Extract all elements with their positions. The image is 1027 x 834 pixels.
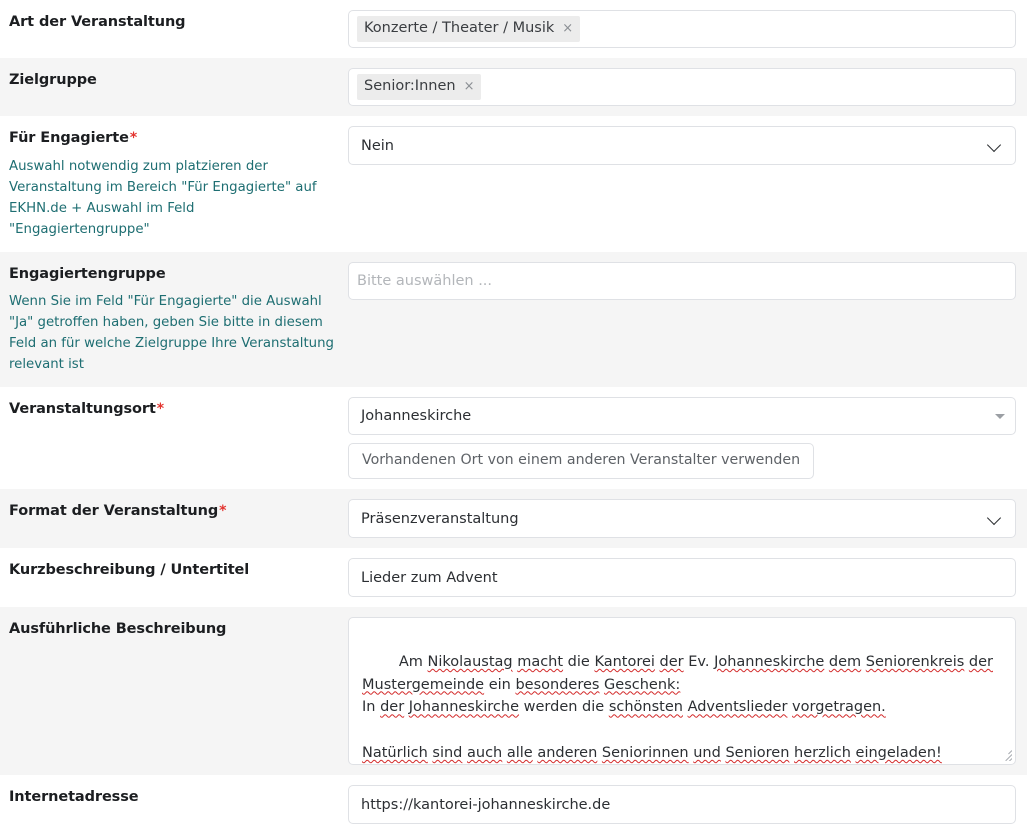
form-row-art-der-veranstaltung — [0, 0, 1027, 58]
label-column — [0, 548, 348, 593]
field-column — [348, 387, 1027, 489]
engagiertengruppe-tag-input[interactable] — [348, 262, 1016, 300]
label-column — [0, 387, 348, 432]
form-row-kurzbeschreibung-untertitel — [0, 548, 1027, 607]
form-row-format-der-veranstaltung — [0, 489, 1027, 548]
chevron-down-icon — [988, 139, 1001, 152]
label-text: Zielgruppe — [9, 72, 97, 89]
label-text: Kurzbeschreibung / Untertitel — [9, 562, 250, 579]
kurzbeschreibung-input[interactable] — [348, 558, 1016, 597]
close-icon[interactable]: × — [463, 79, 475, 95]
field-column — [348, 252, 1027, 310]
label-text: Engagiertengruppe — [9, 265, 166, 282]
tag-chip-label: Konzerte / Theater / Musik — [364, 20, 555, 36]
caret-down-icon — [995, 414, 1005, 419]
zielgruppe-tag-input[interactable] — [348, 68, 1016, 106]
field-column — [348, 489, 1027, 548]
use-existing-location-button[interactable]: Vorhandenen Ort von einem anderen Veranstalter verwenden — [348, 443, 814, 479]
close-icon[interactable]: × — [562, 21, 574, 36]
field-column — [348, 58, 1027, 116]
field-label — [9, 129, 336, 149]
field-column — [348, 116, 1027, 175]
label-column — [0, 489, 348, 534]
label-column — [0, 252, 348, 388]
tag-chip[interactable] — [357, 74, 481, 100]
required-marker: * — [129, 130, 138, 147]
field-hint: Wenn Sie im Feld "Für Engagierte" die Auswahl "Ja" getroffen haben, geben Sie bitte in diesem Feld an für welche Zielgruppe Ihre Veranstaltung relevant ist — [9, 294, 334, 373]
form-row-veranstaltungsort — [0, 387, 1027, 489]
chevron-down-icon — [988, 512, 1001, 525]
format-der-veranstaltung-select[interactable] — [348, 499, 1016, 538]
input-value: Lieder zum Advent — [361, 569, 498, 586]
field-label — [9, 265, 336, 285]
label-text: Art der Veranstaltung — [9, 14, 186, 30]
input-value: https://kantorei-johanneskirche.de — [361, 796, 611, 813]
tag-chip-label: Senior:Innen — [364, 78, 456, 95]
label-text: Format der Veranstaltung — [9, 503, 219, 520]
field-label — [9, 71, 336, 91]
label-column — [0, 58, 348, 103]
tag-chip[interactable] — [357, 16, 580, 42]
label-text: Ausführliche Beschreibung — [9, 621, 227, 638]
required-marker: * — [219, 503, 227, 520]
form-row-fuer-engagierte — [0, 116, 1027, 252]
label-text: Für Engagierte — [9, 130, 129, 147]
fuer-engagierte-select[interactable] — [348, 126, 1016, 165]
label-column — [0, 116, 348, 252]
resize-handle-icon[interactable] — [999, 748, 1012, 761]
select-value: Johanneskirche — [361, 408, 472, 425]
field-column — [348, 607, 1027, 775]
form-row-zielgruppe — [0, 58, 1027, 116]
label-text: Internetadresse — [9, 789, 139, 806]
field-label — [9, 788, 336, 808]
required-marker: * — [156, 401, 165, 418]
form-row-ausfuehrliche-beschreibung — [0, 607, 1027, 775]
label-column — [0, 0, 348, 45]
veranstaltungsort-select[interactable] — [348, 397, 1016, 435]
label-text: Veranstaltungsort — [9, 401, 156, 418]
placeholder-text: Bitte auswählen ... — [357, 272, 493, 289]
field-label — [9, 502, 336, 522]
label-column — [0, 607, 348, 652]
field-column — [348, 775, 1027, 834]
form-row-internetadresse — [0, 775, 1027, 834]
label-column — [0, 775, 348, 820]
form-row-engagiertengruppe — [0, 252, 1027, 388]
field-label — [9, 620, 336, 640]
field-hint: Auswahl notwendig zum platzieren der Veranstaltung im Bereich "Für Engagierte" auf EKHN.de + Auswahl im Feld "Engagiertengruppe" — [9, 158, 317, 237]
select-value: Nein — [361, 137, 394, 154]
field-label — [9, 400, 336, 420]
field-column — [348, 548, 1027, 607]
select-value: Präsenzveranstaltung — [361, 510, 519, 527]
field-column — [348, 0, 1027, 58]
art-der-veranstaltung-tag-input[interactable] — [348, 10, 1016, 48]
field-label — [9, 13, 336, 33]
ausfuehrliche-beschreibung-textarea[interactable] — [348, 617, 1016, 765]
textarea-value: Am Nikolaustag macht die Kantorei der Ev. Johanneskirche dem Seniorenkreis der Mustergemeinde ein besonderes Geschenk: In der Johanneskirche werden die schönsten Adventslieder vorgetragen. Natürlich sind auch alle anderen Seniorinnen und Senioren herzlich eingeladen! — [362, 653, 993, 761]
field-label — [9, 561, 336, 581]
internetadresse-input[interactable] — [348, 785, 1016, 824]
